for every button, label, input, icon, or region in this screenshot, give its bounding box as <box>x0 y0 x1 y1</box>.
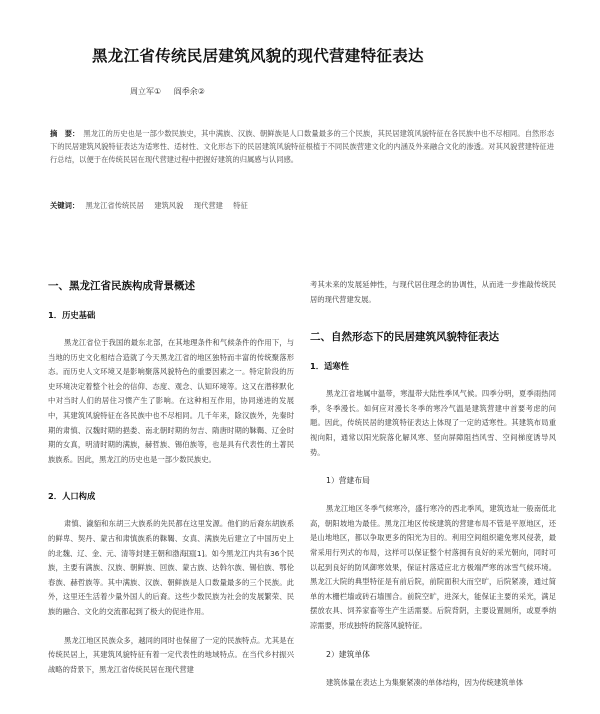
abstract <box>50 127 554 166</box>
body-paragraph: 黑龙江地区冬季气候寒冷，盛行寒冷的西北季风，建筑选址一般南低北高，朝阳坡地为最佳。黑龙江地区传统建筑的营建布局不管是平原地区，还是山地地区，都以争取更多的阳光为目的。利用空间组织避免寒风侵袭，最常采用行列式的布局，这样可以保证整个村落拥有良好的采光朝向，同时可以起到良好的防风御寒效果，保证村落适应北方极端严寒的冰雪气候环境。黑龙江大院的典型特征是有前后院，前院面积大而空旷，后院紧凑，通过简单的木栅栏墙或砖石墙围合。前院空旷，进深大，能保证主要的采光，满足摆放农具、饲养家畜等生产生活需要。后院背阴，主要设置厕所，或夏季纳凉需要，形成独特的院落风貌特征。 <box>310 504 556 630</box>
right-column <box>310 278 556 690</box>
keywords-label: 关键词： <box>50 201 80 210</box>
keyword: 黑龙江省传统民居 <box>85 201 144 210</box>
body-paragraph: 黑龙江省位于我国的最东北部，在其地理条件和气候条件的作用下，与当地的历史文化相结合造就了今天黑龙江省的地区独特而丰富的传统聚落形态。而历史人文环境又是影响聚落风貌特色的重要因素之一。特定阶段的历史环境决定着整个社会的信仰、态度、观念、认知环境等。这又在潜移默化中对当时人们的居住习惯产生了影响。在这种相互作用，协同递进的发展中，其建筑风貌特征在各民族中也不尽相同。几千年来，除汉族外，先秦时期的肃慎、汉魏时期的挹娄、南北朝时期的勿吉、隋唐时期的靺鞨、辽金时期的女真，明清时期的满族，赫哲族、锡伯族等，也是具有代表性的土著民族族系。因此，黑龙江的历史也是一部少数民族史。 <box>48 338 294 464</box>
subsection-heading: 1．适寒性 <box>310 361 349 372</box>
body-paragraph: 考其未来的发展延伸性，与现代居住理念的协调性，从而进一步推敲传统民居的现代营建发展。 <box>310 280 556 304</box>
paper-title: 黑龙江省传统民居建筑风貌的现代营建特征表达 <box>92 47 424 65</box>
keyword: 建筑风貌 <box>154 201 184 210</box>
body-paragraph: 肃慎、濊貊和东胡三大族系的先民都在这里发源。他们的后裔东胡族系的鲜卑、契丹、蒙古和肃慎族系的靺鞨、女真、满族先后建立了中国历史上的北魏、辽、金、元、清等封建王朝和渤海国[1]。如今黑龙江内共有36个民族，主要有满族、汉族、朝鲜族、回族、蒙古族、达斡尔族、锡伯族、鄂伦春族、赫哲族等。其中满族、汉族、朝鲜族是人口数量最多的三个民族。此外，这里还生活着少量外国人的后裔。这些少数民族为社会的发展繁荣、民族的融合、文化的交流都起到了极大的促进作用。 <box>48 519 294 616</box>
section-heading: 二、自然形态下的民居建筑风貌特征表达 <box>310 331 499 344</box>
keyword: 特征 <box>233 201 248 210</box>
subsubsection-heading: 1）营建布局 <box>326 476 370 486</box>
body-paragraph: 黑龙江省地属中温带，寒温带大陆性季风气候。四季分明，夏季雨热同季，冬季漫长。如何应对漫长冬季的寒冷气温是建筑营建中首要考虑的问题。因此，传统民居的建筑特征表达上体现了一定的适寒性。其建筑布局重视向阳，通常以阳光院落化解风寒、竖向屏障阻挡风雪、空间梯度诱导风势。 <box>310 389 556 457</box>
body-paragraph: 黑龙江地区民族众多，越同的同时也保留了一定的民族特点。尤其是在传统民居上，其建筑风貌特征有着一定代表性的地域特点。在当代乡村振兴战略的背景下，黑龙江省传统民居在现代营建 <box>48 635 294 674</box>
subsubsection-heading: 2）建筑单体 <box>326 649 370 659</box>
author-line <box>130 86 215 97</box>
section-heading: 一、黑龙江省民族构成背景概述 <box>48 280 195 292</box>
left-column <box>48 278 294 677</box>
author-2: 阎季余② <box>173 87 205 96</box>
abstract-text: 黑龙江的历史也是一部少数民族史，其中满族、汉族、朝鲜族是人口数量最多的三个民族，其民居建筑风貌特征在各民族中也不尽相同。自然形态下的民居建筑风貌特征表达为适寒性、适材性、文化形态下的民居建筑风貌特征根植于不同民族营建文化的内涵及外来融合文化的渗透。对其风貌营建特征进行总结，以便于在传统民居在现代营建过程中把握好建筑的归属感与认同感。 <box>50 129 555 164</box>
author-1: 周立军① <box>130 87 162 96</box>
keywords <box>50 199 554 212</box>
subsection-heading: 1．历史基础 <box>48 310 96 320</box>
keyword: 现代营建 <box>193 201 223 210</box>
body-paragraph: 建筑体量在表达上为集聚紧凑的单体结构，因为传统建筑单体 <box>326 677 524 687</box>
abstract-label: 摘 要： <box>50 129 80 138</box>
subsection-heading: 2．人口构成 <box>48 491 96 502</box>
